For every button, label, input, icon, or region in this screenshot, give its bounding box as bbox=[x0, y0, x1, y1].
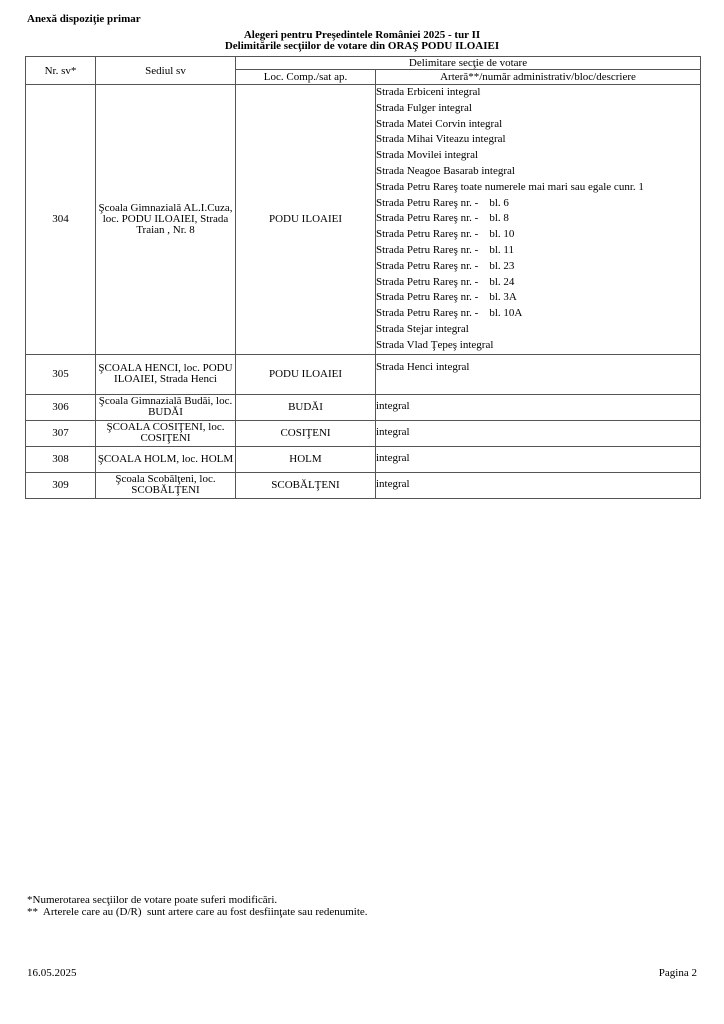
artery-item: Strada Petru Rareş nr. - bl. 8 bbox=[376, 212, 509, 225]
artery-item: Strada Petru Rareş nr. - bl. 11 bbox=[376, 243, 514, 256]
artery-item: Strada Petru Rareş nr. - bl. 10A bbox=[376, 307, 523, 320]
station-number: 304 bbox=[26, 85, 96, 355]
station-number: 308 bbox=[26, 446, 96, 472]
artery-item: integral bbox=[376, 400, 410, 413]
footnote-numbering: *Numerotarea secţiilor de votare poate suferi modificări. bbox=[27, 894, 278, 906]
station-number: 307 bbox=[26, 420, 96, 446]
station-arteries bbox=[376, 446, 701, 472]
station-number: 306 bbox=[26, 394, 96, 420]
footnote-arteries: ** Arterele care au (D/R) sunt artere care au fost desfiinţate sau redenumite. bbox=[27, 906, 368, 918]
station-locality: HOLM bbox=[236, 446, 376, 472]
artery-item: Strada Henci integral bbox=[376, 360, 470, 373]
artery-item: integral bbox=[376, 426, 410, 439]
station-arteries bbox=[376, 394, 701, 420]
station-address: ŞCOALA COSIŢENI, loc. COSIŢENI bbox=[96, 420, 236, 446]
artery-item: Strada Stejar integral bbox=[376, 322, 469, 335]
header-loc: Loc. Comp./sat ap. bbox=[236, 70, 376, 85]
header-artera: Arteră**/număr administrativ/bloc/descriere bbox=[376, 70, 701, 85]
station-address: Şcoala Gimnazială AL.I.Cuza, loc. PODU ILOAIEI, Strada Traian , Nr. 8 bbox=[96, 85, 236, 355]
artery-item: Strada Petru Rareş nr. - bl. 24 bbox=[376, 275, 515, 288]
station-arteries bbox=[376, 354, 701, 394]
station-address: ŞCOALA HENCI, loc. PODU ILOAIEI, Strada Henci bbox=[96, 354, 236, 394]
station-locality: PODU ILOAIEI bbox=[236, 354, 376, 394]
artery-item: integral bbox=[376, 478, 410, 491]
artery-item: Strada Erbiceni integral bbox=[376, 86, 481, 98]
artery-item: Strada Mihai Viteazu integral bbox=[376, 133, 506, 146]
header-delimitare: Delimitare secţie de votare bbox=[236, 57, 701, 70]
station-address: Şcoala Scobălţeni, loc. SCOBĂLŢENI bbox=[96, 472, 236, 498]
station-arteries bbox=[376, 420, 701, 446]
title-line-1: Alegeri pentru Preşedintele României 2025 - tur II bbox=[243, 29, 481, 41]
station-number: 305 bbox=[26, 354, 96, 394]
page-number: Pagina 2 bbox=[658, 967, 697, 979]
table-row bbox=[26, 472, 701, 498]
station-number: 309 bbox=[26, 472, 96, 498]
station-address: Şcoala Gimnazială Budăi, loc. BUDĂI bbox=[96, 394, 236, 420]
station-arteries bbox=[376, 472, 701, 498]
station-arteries bbox=[376, 85, 701, 355]
table-row bbox=[26, 354, 701, 394]
document-date: 16.05.2025 bbox=[27, 967, 77, 979]
document-title bbox=[0, 30, 724, 52]
title-line-2: Delimitările secţiilor de votare din ORAŞ PODU ILOAIEI bbox=[224, 40, 500, 52]
station-locality: BUDĂI bbox=[236, 394, 376, 420]
artery-item: Strada Neagoe Basarab integral bbox=[376, 164, 515, 177]
artery-item: Strada Petru Rareş nr. - bl. 23 bbox=[376, 259, 515, 272]
artery-item: Strada Petru Rareş nr. - bl. 3A bbox=[376, 291, 517, 304]
header-sediu: Sediul sv bbox=[96, 57, 236, 85]
artery-item: Strada Movilei integral bbox=[376, 149, 479, 162]
station-locality: SCOBĂLŢENI bbox=[236, 472, 376, 498]
artery-item: integral bbox=[376, 452, 410, 465]
artery-item: Strada Vlad Ţepeş integral bbox=[376, 338, 494, 351]
artery-item: Strada Matei Corvin integral bbox=[376, 117, 503, 130]
station-address: ŞCOALA HOLM, loc. HOLM bbox=[96, 446, 236, 472]
artery-item: Strada Petru Rareş nr. - bl. 6 bbox=[376, 196, 509, 209]
table-row bbox=[26, 85, 701, 355]
station-locality: PODU ILOAIEI bbox=[236, 85, 376, 355]
header-nr: Nr. sv* bbox=[26, 57, 96, 85]
artery-item: Strada Fulger integral bbox=[376, 101, 472, 114]
station-locality: COSIŢENI bbox=[236, 420, 376, 446]
table-row bbox=[26, 446, 701, 472]
artery-item: Strada Petru Rareş toate numerele mai mari sau egale cunr. 1 bbox=[376, 180, 644, 193]
artery-item: Strada Petru Rareş nr. - bl. 10 bbox=[376, 228, 515, 241]
table-row bbox=[26, 394, 701, 420]
footnotes bbox=[27, 894, 368, 918]
polling-stations-table bbox=[25, 56, 701, 499]
annex-label: Anexă dispoziţie primar bbox=[27, 13, 141, 25]
table-row bbox=[26, 420, 701, 446]
